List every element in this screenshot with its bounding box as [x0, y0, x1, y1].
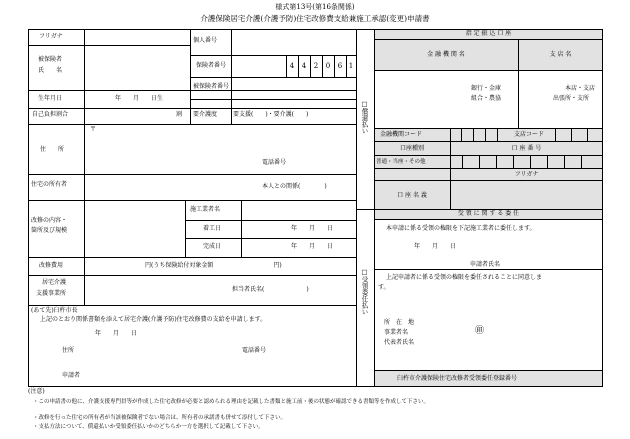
insurer-digit: 4 [289, 62, 295, 70]
yokaigo-value: 要支援( )・要介護( ) [233, 111, 309, 118]
complete-date-label: 完成日 [203, 243, 222, 250]
business-name-label: 事業者名 [384, 329, 409, 336]
delegation-date: 年 月 日 [414, 243, 457, 250]
bank-types-1: 銀行・金庫 [471, 85, 502, 92]
care-office-label-2: 支援事業所 [36, 290, 67, 297]
branch-types-1: 本店・支店 [565, 85, 596, 92]
kaishu-label-1: 改修の内容・ [31, 217, 68, 224]
branch-types-2: 出張所・支所 [553, 95, 590, 102]
hihokensha-bango-label: 被保険者番号 [193, 83, 230, 90]
start-date-value: 年 月 日 [291, 225, 334, 232]
cost-value: 円(うち保険給付対象金額 円) [145, 262, 282, 269]
branch-code-label: 支店コード [514, 131, 545, 138]
cost-label: 改修費用 [39, 262, 64, 269]
insurer-digit: 4 [301, 62, 307, 70]
delegation-text-1: 本申請に係る受領の権限を下記施工業者に委任します。 [386, 225, 536, 232]
note-2: ・改修を行った住宅の所有者が当該被保険者でない場合は、所有者の承諾書も併せて添付して下さい。 [33, 415, 287, 421]
owner-label: 住宅の所有者 [31, 181, 68, 188]
birth-date-label: 生年月日 [38, 95, 63, 102]
note-1: ・この申請書の他に、介護支援専門員等が作成した住宅改修が必要と認められる理由を記載した書類と施工前・後の状態が確認できる書類等を作成して下さい。 [33, 399, 430, 405]
holder-furigana-label: フリガナ [514, 171, 539, 178]
hihokensha-label-2: 氏 名 [38, 67, 63, 74]
delegation-applicant-name: 申請者氏名 [470, 261, 501, 268]
hokensha-bango-label: 保険者番号 [196, 62, 227, 69]
application-body: 上記のとおり関係書類を添えて居宅介護(介護予防)住宅改修費の支給を申請します。 [40, 316, 267, 323]
insurer-digit: 2 [313, 62, 319, 70]
hihokensha-label-1: 被保険者 [38, 56, 63, 63]
delegation-text-2b: す。 [378, 284, 390, 291]
bank-name-label: 金 融 機 関 名 [427, 51, 465, 58]
registration-number-label: 臼杵市介護保険住宅改修者受領委任登録番号 [397, 375, 518, 382]
delegation-header: 受 領 に 関 す る 委 任 [457, 210, 520, 217]
business-location-label: 所 在 地 [384, 319, 415, 326]
address-label: 住 所 [40, 146, 65, 153]
contractor-label: 施工業者名 [190, 206, 221, 213]
delegation-text-2: 上記申請者に係る受領の権限を委任されることに同意しま [386, 274, 543, 281]
application-phone: 電話番号 [242, 347, 267, 354]
representative-label: 代表者氏名 [384, 339, 415, 346]
application-address: 住所 [62, 347, 75, 354]
note-3: ・支払方法について、償還払いか受領委任払いかのどちらか一方を選択して記載して下さい。 [33, 424, 264, 430]
bank-code-label: 金融機関コード [380, 131, 423, 138]
application-date: 年 月 日 [95, 330, 138, 337]
bank-header: 指 定 振 込 口 座 [465, 30, 512, 37]
account-kinds: 普通・当座・その他 [376, 159, 426, 165]
bank-types-2: 組合・農協 [471, 95, 502, 102]
start-date-label: 着工日 [203, 225, 222, 232]
phone-label: 電話番号 [262, 159, 287, 166]
postal-mark: 〒 [90, 126, 97, 133]
complete-date-value: 年 月 日 [291, 243, 334, 250]
care-office-label-1: 居宅介護 [42, 279, 67, 286]
form-number: 様式第13号(第16条関係) [275, 3, 355, 11]
jiko-futan-label: 自己負担割合 [32, 111, 69, 118]
juryo-checkbox[interactable]: □受領委任払い [360, 268, 369, 315]
applicant-label: 申請者 [62, 372, 81, 379]
holder-label: 口 座 名 義 [397, 192, 427, 199]
shokan-checkbox[interactable]: □償還払い [360, 100, 369, 134]
notes-heading: (注意) [28, 388, 45, 395]
owner-relation: 本人との関係( ) [262, 183, 327, 190]
addressee: (あて先)臼杵市長 [31, 307, 78, 314]
insurer-digit: 0 [325, 62, 331, 70]
seal-icon: ㊞ [475, 326, 485, 336]
wari-unit: 割 [176, 111, 183, 118]
yokaigo-label: 要介護度 [193, 111, 218, 118]
insurer-digit: 1 [348, 62, 354, 70]
care-manager-label: 担当者氏名( ) [232, 286, 309, 293]
insurer-digit: 6 [337, 62, 343, 70]
kojin-bango-label: 個人番号 [193, 37, 218, 44]
account-type-label: 口座種別 [399, 145, 424, 152]
kaishu-label-2: 箇所及び規模 [31, 227, 68, 234]
branch-name-label: 支 店 名 [549, 51, 572, 58]
birth-date-value: 年 月 日生 [115, 95, 164, 102]
form-title: 介護保険居宅介護(介護予防)住宅改修費支給兼施工承認(変更)申請書 [200, 14, 430, 23]
account-number-label: 口 座 番 号 [511, 145, 542, 152]
furigana-label: フリガナ [39, 33, 63, 40]
